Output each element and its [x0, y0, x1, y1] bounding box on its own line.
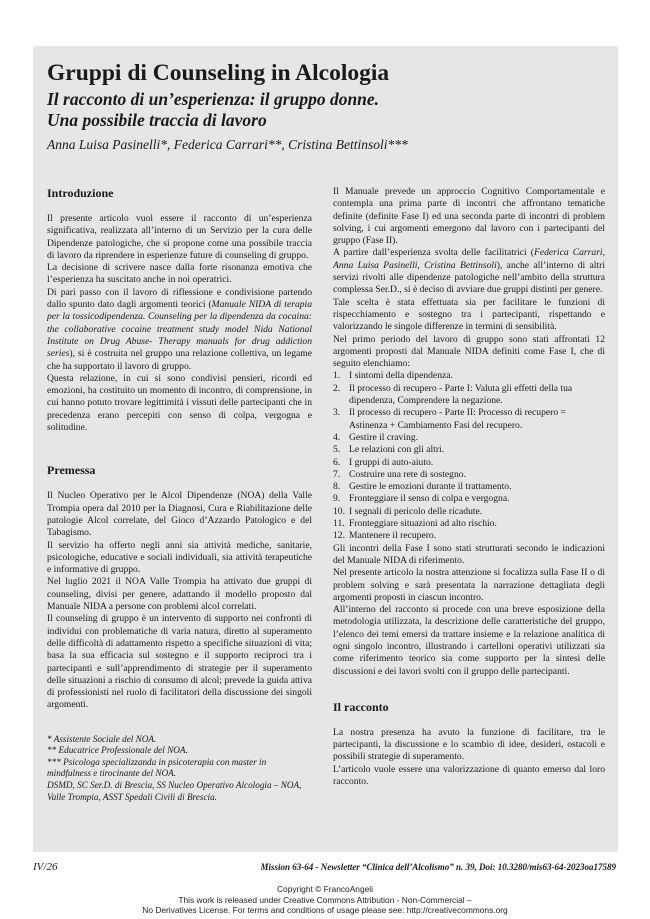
topic-list-item: [333, 530, 605, 542]
subtitle-line-1: Il racconto di un’esperienza: il gruppo donne.: [47, 89, 380, 109]
subtitle-line-2: Una possibile traccia di lavoro: [47, 110, 267, 130]
copyright-line-1: Copyright © FrancoAngeli: [276, 884, 373, 894]
premessa-paragraph-2: Il servizio ha offerto negli anni sia attività mediche, sanitarie, psicologiche, educative e sociali individuali, sia attività terapeutiche e informative di gruppo.: [47, 539, 312, 576]
intro-heading: Introduzione: [47, 186, 114, 200]
topic-number: 12.: [333, 530, 345, 542]
topic-text: I segnali di pericolo delle ricadute.: [349, 505, 483, 517]
topic-text: I sintomi della dipendenza.: [349, 370, 453, 382]
copyright-notice: [0, 884, 650, 916]
premessa-heading: Premessa: [47, 463, 96, 478]
topic-text: Il processo di recupero - Parte II: Processo di recupero = Astinenza + Cambiamento Fasi del recupero.: [349, 407, 566, 431]
topic-list-item: [333, 383, 605, 408]
topic-list-item: [333, 407, 605, 432]
right-column: [333, 186, 605, 788]
topic-number: 4.: [333, 431, 341, 443]
racconto-paragraph-1: La nostra presenza ha avuto la funzione di facilitare, tra le partecipanti, la discussione e lo scambio di idee, desideri, ostacoli e possibili strategie di superamento.: [333, 726, 605, 763]
right-paragraph-1: Il Manuale prevede un approccio Cognitivo Comportamentale e contempla una prima parte di incontri che affrontano tematiche definite (definite Fase I) ed una seconda parte di incontri di problem solving, i cui argomenti emergono dal lavoro con i partecipanti del gruppo (Fase II).: [333, 186, 605, 247]
topic-list-item: [333, 506, 605, 518]
premessa-paragraph-3: Nel luglio 2021 il NOA Valle Trompia ha attivato due gruppi di counseling, divisi per genere, adattando il modello proposto dal Manuale NIDA a persone con problemi alcol correlati.: [47, 576, 312, 613]
right-paragraph-5: Gli incontri della Fase I sono stati strutturati secondo le indicazioni del Manuale NIDA di riferimento.: [333, 542, 605, 566]
topic-text: Le relazioni con gli altri.: [349, 444, 445, 456]
topic-list-item: [333, 457, 605, 469]
right-paragraph-4: Nel primo periodo del lavoro di gruppo sono stati affrontati 12 argomenti proposti dal Manuale NIDA definiti come Fase I, che di seguito elenchiamo:: [333, 333, 605, 370]
right-p2-italic: Federica Carrari, Anna Luisa Pasinelli, Cristina Bettinsoli: [333, 247, 605, 271]
topic-number: 11.: [333, 518, 345, 530]
right-paragraph-3: Tale scelta è stata effettuata sia per facilitare le funzioni di rispecchiamento e sostegno tra i partecipanti, rispettando e valorizzando le singole differenze in termini di sensibilità.: [333, 296, 605, 333]
footnote-3: *** Psicologa specializzanda in psicoterapia con master in mindfulness e tirocinante del NOA.: [47, 756, 267, 779]
footnote-1: * Assistente Sociale del NOA.: [47, 733, 157, 744]
intro-p3-italic: Manuale NIDA di terapia per la tossicodipendenza. Counseling per la dipendenza da cocaina: the collaborative cocaine treatment study model Nida National Institute on Drug Abuse- Therapy manuals for drug addiction series: [47, 299, 313, 360]
page-number: IV/26: [33, 861, 58, 873]
article-title: Gruppi di Counseling in Alcologia: [47, 60, 390, 86]
topic-number: 3.: [333, 407, 341, 419]
intro-paragraph-4: Questa relazione, in cui si sono condivisi pensieri, ricordi ed emozioni, ha costituito un momento di incontro, di comprensione, in cui hanno potuto trovare legittimità i vissuti delle partecipanti che in precedenza erano percepiti con senso di colpa, vergogna e solitudine.: [47, 372, 312, 434]
topic-number: 7.: [333, 468, 341, 480]
racconto-heading: Il racconto: [333, 699, 389, 714]
topic-number: 1.: [333, 370, 341, 382]
topic-number: 9.: [333, 493, 341, 505]
topic-number: 8.: [333, 481, 341, 493]
right-p2-start: A partire dall’esperienza svolta delle facilitatrici (: [333, 247, 534, 259]
intro-p3-start: Di pari passo con il lavoro di riflessione e condivisione partendo dallo spunto dato dagli argomenti teorici (: [47, 286, 312, 311]
topic-list-item: [333, 493, 605, 505]
right-paragraph-6: Nel presente articolo la nostra attenzione si focalizza sulla Fase II o di problem solving e sarà presentata la narrazione dettagliata degli argomenti proposti in ciascun incontro.: [333, 567, 605, 603]
topic-text: Fronteggiare situazioni ad alto rischio.: [349, 518, 497, 530]
topic-text: Gestire le emozioni durante il trattamento.: [349, 481, 512, 493]
copyright-line-2: This work is released under Creative Commons Attribution - Non-Commercial –: [178, 894, 472, 905]
footnotes: [47, 734, 312, 804]
topic-text: Gestire il craving.: [349, 431, 418, 443]
article-subtitle: [47, 89, 607, 131]
footnote-affiliation: DSMD, SC Ser.D. di Brescia, SS Nucleo Operativo Alcologia – NOA, Valle Trompia, ASST Spedali Civili di Brescia.: [47, 780, 302, 802]
topic-list: [333, 370, 605, 542]
topic-number: 2.: [333, 382, 341, 394]
topic-list-item: [333, 432, 605, 444]
premessa-paragraph-4: Il counseling di gruppo è un intervento di supporto nei confronti di individui con problematiche di varia natura, diretto al superamento delle difficoltà di adattamento rispetto a specifiche situazioni di vita; basa la sua efficacia sul sostegno e il supporto reciproci tra i partecipanti e sull’apprendimento di strategie per il superamento delle situazioni a rischio di consumo di alcol; prevede la guida attiva di professionisti nel ruolo di facilitatori della discussione dei singoli argomenti.: [47, 613, 312, 711]
topic-text: Mantenere il recupero.: [349, 530, 437, 542]
intro-paragraph-1: Il presente articolo vuol essere il racconto di un’esperienza significativa, realizzata all’interno di un Servizio per la cura delle Dipendenze patologiche, che si propone come una possibile traccia di lavoro da riprendere in esperienze future di counseling di gruppo.: [47, 213, 312, 261]
topic-number: 5.: [333, 444, 341, 456]
topic-text: Fronteggiare il senso di colpa e vergogna.: [349, 493, 510, 505]
topic-text: Costruire una rete di sostegno.: [349, 468, 466, 480]
footnote-2: ** Educatrice Professionale del NOA.: [47, 745, 188, 756]
topic-list-item: [333, 444, 605, 456]
right-paragraph-2: [333, 247, 605, 296]
intro-paragraph-3: [47, 287, 312, 373]
topic-number: 10.: [333, 505, 345, 517]
right-p2-end: ), anche all’interno di altri servizi rivolti alle dipendenze patologiche nell’ambito della struttura complessa Ser.D., si è deciso di avviare due gruppi distinti per genere.: [333, 259, 605, 296]
intro-paragraph-2: La decisione di scrivere nasce dalla forte risonanza emotiva che l’esperienza ha suscitato anche in noi operatrici.: [47, 262, 312, 286]
topic-list-item: [333, 469, 605, 481]
journal-citation: Mission 63-64 - Newsletter “Clinica dell’Alcolismo” n. 39, Doi: 10.3280/mis63-64-2023oa17589: [260, 862, 616, 872]
topic-number: 6.: [333, 456, 341, 468]
topic-text: Il processo di recupero - Parte I: Valuta gli effetti della tua dipendenza, Comprendere la negazione.: [349, 382, 573, 407]
premessa-paragraph-1: Il Nucleo Operativo per le Alcol Dipendenze (NOA) della Valle Trompia opera dal 2010 per la Diagnosi, Cura e Riabilitazione delle patologie Alcol correlate, del Gioco d’Azzardo Patologico e del Tabagismo.: [47, 490, 312, 539]
topic-list-item: [333, 518, 605, 530]
topic-text: I gruppi di auto-aiuto.: [349, 456, 434, 468]
article-authors: Anna Luisa Pasinelli*, Federica Carrari**, Cristina Bettinsoli***: [47, 137, 408, 152]
right-paragraph-7: All’interno del racconto si procede con una breve esposizione della metodologia utilizzata, la descrizione delle caratteristiche del gruppo, l’elenco dei temi emersi da trattare insieme e la relazione analitica di ogni singolo incontro, illustrando i cartelloni operativi utilizzati sia come riferimento teorico sia come supporto per la sintesi delle discussioni e dei lavori svolti con il gruppo delle partecipanti.: [333, 604, 605, 677]
left-column: [47, 186, 312, 803]
topic-list-item: [333, 370, 605, 382]
copyright-line-3: No Derivatives License. For terms and conditions of usage please see: http://creativecommons.org: [142, 905, 508, 916]
intro-p3-end: ), si è costruita nel gruppo una relazione collettiva, un legame che ha supportato il lavoro di gruppo.: [47, 348, 312, 372]
racconto-paragraph-2: L’articolo vuole essere una valorizzazione di quanto emerso dal loro racconto.: [333, 763, 605, 788]
topic-list-item: [333, 481, 605, 493]
